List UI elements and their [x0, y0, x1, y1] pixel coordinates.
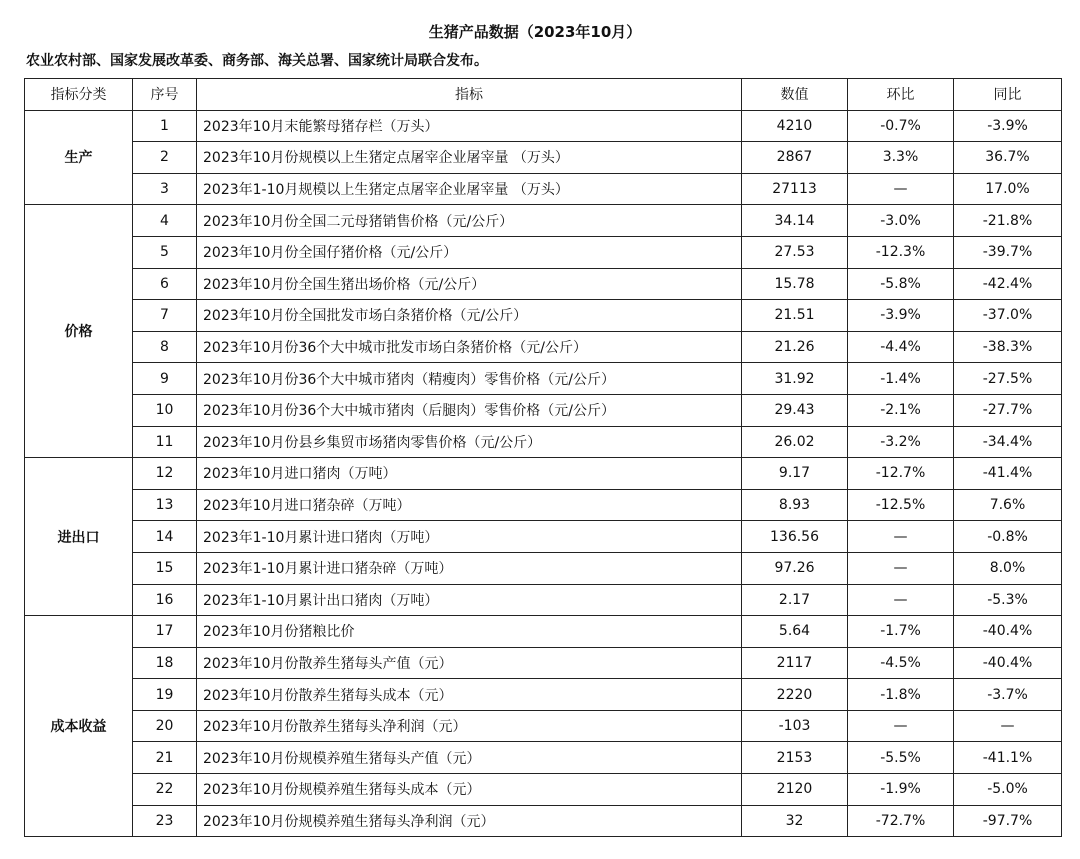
index-cell: 3 — [133, 173, 197, 205]
yoy-cell: -40.4% — [954, 616, 1062, 648]
mom-cell: -1.9% — [848, 774, 954, 806]
yoy-cell: -3.9% — [954, 110, 1062, 142]
mom-cell: -0.7% — [848, 110, 954, 142]
yoy-cell: — — [954, 710, 1062, 742]
table-row — [25, 110, 1062, 142]
yoy-cell: -34.4% — [954, 426, 1062, 458]
indicator-cell: 2023年10月份县乡集贸市场猪肉零售价格（元/公斤） — [197, 426, 742, 458]
value-cell: 4210 — [742, 110, 848, 142]
table-row — [25, 805, 1062, 837]
value-cell: 26.02 — [742, 426, 848, 458]
table-row — [25, 774, 1062, 806]
value-cell: 9.17 — [742, 458, 848, 490]
indicator-cell: 2023年10月份散养生猪每头产值（元） — [197, 647, 742, 679]
index-cell: 21 — [133, 742, 197, 774]
mom-cell: -4.5% — [848, 647, 954, 679]
index-cell: 17 — [133, 616, 197, 648]
indicator-cell: 2023年10月份全国批发市场白条猪价格（元/公斤） — [197, 300, 742, 332]
index-cell: 11 — [133, 426, 197, 458]
index-cell: 14 — [133, 521, 197, 553]
pig-product-data-table — [24, 78, 1062, 837]
index-cell: 19 — [133, 679, 197, 711]
mom-cell: — — [848, 552, 954, 584]
table-row — [25, 394, 1062, 426]
indicator-cell: 2023年10月份36个大中城市批发市场白条猪价格（元/公斤） — [197, 331, 742, 363]
indicator-cell: 2023年10月份规模以上生猪定点屠宰企业屠宰量 （万头） — [197, 142, 742, 174]
value-cell: 34.14 — [742, 205, 848, 237]
yoy-cell: -27.5% — [954, 363, 1062, 395]
table-row — [25, 173, 1062, 205]
indicator-cell: 2023年10月份散养生猪每头成本（元） — [197, 679, 742, 711]
value-cell: 15.78 — [742, 268, 848, 300]
value-cell: 8.93 — [742, 489, 848, 521]
value-cell: 32 — [742, 805, 848, 837]
page-title: 生猪产品数据（2023年10月） — [428, 23, 642, 41]
table-row — [25, 742, 1062, 774]
yoy-cell: 8.0% — [954, 552, 1062, 584]
mom-cell: -12.7% — [848, 458, 954, 490]
table-row — [25, 584, 1062, 616]
indicator-cell: 2023年10月份规模养殖生猪每头成本（元） — [197, 774, 742, 806]
yoy-cell: -27.7% — [954, 394, 1062, 426]
index-cell: 6 — [133, 268, 197, 300]
mom-cell: -12.3% — [848, 236, 954, 268]
index-cell: 20 — [133, 710, 197, 742]
value-cell: 2.17 — [742, 584, 848, 616]
table-row — [25, 647, 1062, 679]
table-row — [25, 489, 1062, 521]
yoy-cell: -5.3% — [954, 584, 1062, 616]
value-cell: 2867 — [742, 142, 848, 174]
value-cell: 97.26 — [742, 552, 848, 584]
index-cell: 2 — [133, 142, 197, 174]
mom-cell: -1.8% — [848, 679, 954, 711]
table-row — [25, 710, 1062, 742]
indicator-cell: 2023年10月份全国二元母猪销售价格（元/公斤） — [197, 205, 742, 237]
indicator-cell: 2023年10月份规模养殖生猪每头产值（元） — [197, 742, 742, 774]
table-row — [25, 363, 1062, 395]
table-row — [25, 300, 1062, 332]
index-cell: 9 — [133, 363, 197, 395]
yoy-cell: -3.7% — [954, 679, 1062, 711]
mom-cell: — — [848, 584, 954, 616]
indicator-cell: 2023年1-10月规模以上生猪定点屠宰企业屠宰量 （万头） — [197, 173, 742, 205]
index-cell: 13 — [133, 489, 197, 521]
header-row — [25, 79, 1062, 111]
index-cell: 1 — [133, 110, 197, 142]
table-row — [25, 679, 1062, 711]
mom-cell: -5.5% — [848, 742, 954, 774]
value-cell: 29.43 — [742, 394, 848, 426]
table-row — [25, 236, 1062, 268]
table-row — [25, 268, 1062, 300]
header-yoy: 同比 — [954, 79, 1062, 111]
header-index: 序号 — [133, 79, 197, 111]
mom-cell: — — [848, 173, 954, 205]
indicator-cell: 2023年10月份36个大中城市猪肉（后腿肉）零售价格（元/公斤） — [197, 394, 742, 426]
mom-cell: -1.4% — [848, 363, 954, 395]
mom-cell: -1.7% — [848, 616, 954, 648]
value-cell: 136.56 — [742, 521, 848, 553]
table-row — [25, 205, 1062, 237]
index-cell: 23 — [133, 805, 197, 837]
index-cell: 22 — [133, 774, 197, 806]
yoy-cell: -97.7% — [954, 805, 1062, 837]
yoy-cell: 36.7% — [954, 142, 1062, 174]
table-row — [25, 458, 1062, 490]
category-cell: 进出口 — [25, 458, 133, 616]
value-cell: 5.64 — [742, 616, 848, 648]
mom-cell: -72.7% — [848, 805, 954, 837]
yoy-cell: 17.0% — [954, 173, 1062, 205]
category-cell: 生产 — [25, 110, 133, 205]
indicator-cell: 2023年10月进口猪杂碎（万吨） — [197, 489, 742, 521]
value-cell: -103 — [742, 710, 848, 742]
table-row — [25, 616, 1062, 648]
indicator-cell: 2023年10月份36个大中城市猪肉（精瘦肉）零售价格（元/公斤） — [197, 363, 742, 395]
value-cell: 31.92 — [742, 363, 848, 395]
category-cell: 成本收益 — [25, 616, 133, 837]
header-category: 指标分类 — [25, 79, 133, 111]
index-cell: 18 — [133, 647, 197, 679]
value-cell: 21.51 — [742, 300, 848, 332]
indicator-cell: 2023年10月份猪粮比价 — [197, 616, 742, 648]
table-row — [25, 521, 1062, 553]
header-mom: 环比 — [848, 79, 954, 111]
yoy-cell: -0.8% — [954, 521, 1062, 553]
value-cell: 2117 — [742, 647, 848, 679]
yoy-cell: -21.8% — [954, 205, 1062, 237]
indicator-cell: 2023年10月份全国生猪出场价格（元/公斤） — [197, 268, 742, 300]
mom-cell: -5.8% — [848, 268, 954, 300]
index-cell: 12 — [133, 458, 197, 490]
value-cell: 2153 — [742, 742, 848, 774]
yoy-cell: -38.3% — [954, 331, 1062, 363]
value-cell: 27.53 — [742, 236, 848, 268]
mom-cell: -3.9% — [848, 300, 954, 332]
yoy-cell: -39.7% — [954, 236, 1062, 268]
indicator-cell: 2023年1-10月累计进口猪杂碎（万吨） — [197, 552, 742, 584]
index-cell: 5 — [133, 236, 197, 268]
index-cell: 7 — [133, 300, 197, 332]
mom-cell: -4.4% — [848, 331, 954, 363]
mom-cell: 3.3% — [848, 142, 954, 174]
table-header — [25, 79, 1062, 111]
mom-cell: -3.2% — [848, 426, 954, 458]
mom-cell: — — [848, 710, 954, 742]
table-row — [25, 426, 1062, 458]
indicator-cell: 2023年10月份散养生猪每头净利润（元） — [197, 710, 742, 742]
header-value: 数值 — [742, 79, 848, 111]
indicator-cell: 2023年10月末能繁母猪存栏（万头） — [197, 110, 742, 142]
value-cell: 27113 — [742, 173, 848, 205]
value-cell: 2120 — [742, 774, 848, 806]
mom-cell: -12.5% — [848, 489, 954, 521]
table-row — [25, 552, 1062, 584]
yoy-cell: -40.4% — [954, 647, 1062, 679]
yoy-cell: -41.4% — [954, 458, 1062, 490]
table-row — [25, 142, 1062, 174]
yoy-cell: -42.4% — [954, 268, 1062, 300]
yoy-cell: -5.0% — [954, 774, 1062, 806]
yoy-cell: -37.0% — [954, 300, 1062, 332]
mom-cell: — — [848, 521, 954, 553]
value-cell: 2220 — [742, 679, 848, 711]
yoy-cell: 7.6% — [954, 489, 1062, 521]
indicator-cell: 2023年1-10月累计出口猪肉（万吨） — [197, 584, 742, 616]
index-cell: 10 — [133, 394, 197, 426]
table-body — [25, 110, 1062, 837]
indicator-cell: 2023年10月份全国仔猪价格（元/公斤） — [197, 236, 742, 268]
value-cell: 21.26 — [742, 331, 848, 363]
indicator-cell: 2023年1-10月累计进口猪肉（万吨） — [197, 521, 742, 553]
mom-cell: -3.0% — [848, 205, 954, 237]
indicator-cell: 2023年10月进口猪肉（万吨） — [197, 458, 742, 490]
mom-cell: -2.1% — [848, 394, 954, 426]
index-cell: 4 — [133, 205, 197, 237]
index-cell: 15 — [133, 552, 197, 584]
yoy-cell: -41.1% — [954, 742, 1062, 774]
category-cell: 价格 — [25, 205, 133, 458]
index-cell: 8 — [133, 331, 197, 363]
publisher-note: 农业农村部、国家发展改革委、商务部、海关总署、国家统计局联合发布。 — [26, 53, 488, 69]
indicator-cell: 2023年10月份规模养殖生猪每头净利润（元） — [197, 805, 742, 837]
index-cell: 16 — [133, 584, 197, 616]
header-indicator: 指标 — [197, 79, 742, 111]
table-row — [25, 331, 1062, 363]
